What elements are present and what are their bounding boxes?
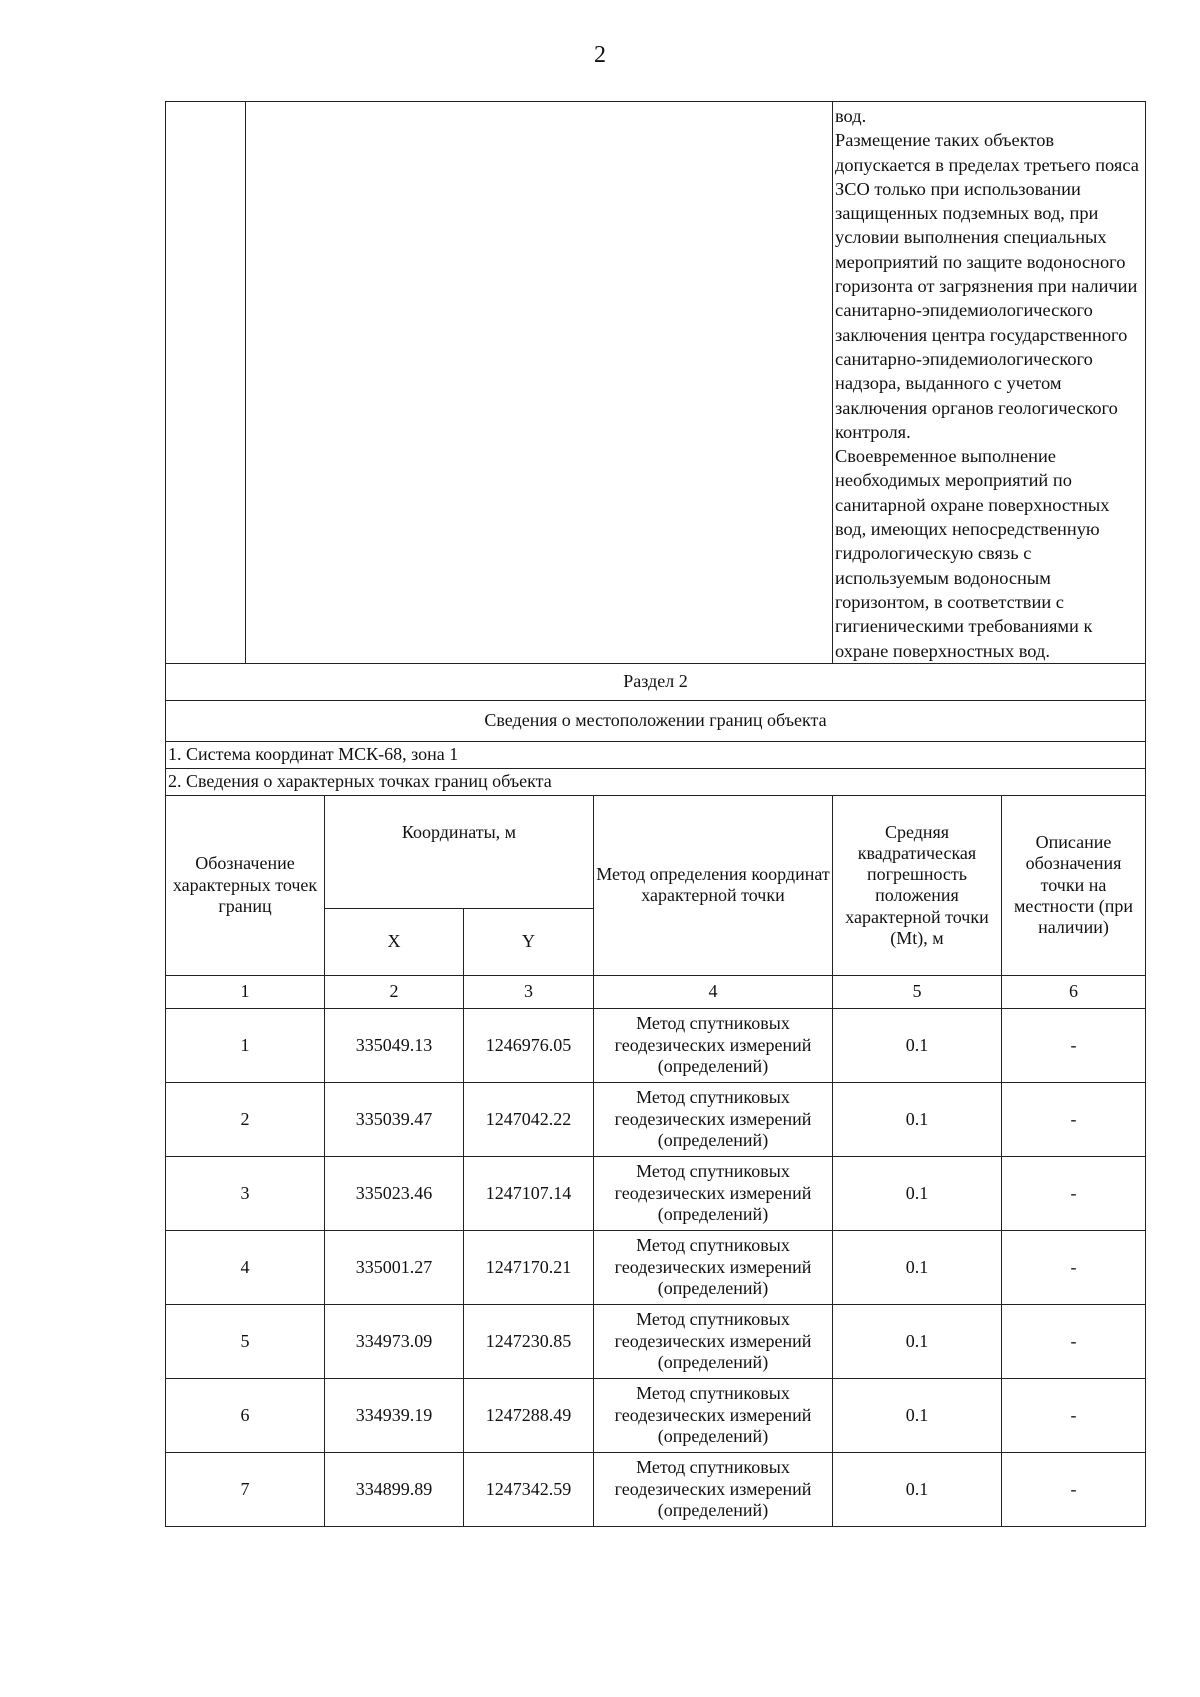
table-row <box>166 1008 1146 1082</box>
note-paragraph: Размещение таких объектов допускается в пределах третьего пояса ЗСО только при использовании защищенных подземных вод, при условии выполнения специальных мероприятий по защите водоносного горизонта от загрязнения при наличии санитарно-эпидемиологического заключения центра государственного санитарно-эпидемиологического надзора, выданного с учетом заключения органов геологического контроля. <box>835 130 1139 442</box>
column-number: 4 <box>594 975 833 1008</box>
method-line: (определений) <box>657 1277 769 1298</box>
point-id: 4 <box>166 1230 325 1304</box>
point-description: - <box>1002 1378 1146 1452</box>
header-description: Описание обозначения точки на местности (при наличии) <box>1002 795 1146 975</box>
point-id: 3 <box>166 1156 325 1230</box>
method-line: (определений) <box>657 1425 769 1446</box>
method-line: геодезических измерений <box>614 1034 812 1055</box>
table-row <box>166 1082 1146 1156</box>
point-description: - <box>1002 1082 1146 1156</box>
method-line: Метод спутниковых <box>636 1235 790 1256</box>
method-line: геодезических измерений <box>614 1330 812 1351</box>
point-method <box>594 1008 833 1082</box>
coordinate-system: 1. Система координат МСК-68, зона 1 <box>166 741 1146 768</box>
method-line: (определений) <box>657 1351 769 1372</box>
point-description: - <box>1002 1230 1146 1304</box>
point-x: 335001.27 <box>325 1230 464 1304</box>
point-x: 335023.46 <box>325 1156 464 1230</box>
table-row <box>166 1230 1146 1304</box>
point-y: 1247107.14 <box>464 1156 594 1230</box>
point-method <box>594 1378 833 1452</box>
table-row <box>166 1156 1146 1230</box>
note-paragraph: вод. <box>835 106 867 126</box>
table-row <box>166 1378 1146 1452</box>
section-heading: Сведения о местоположении границ объекта <box>166 700 1146 741</box>
column-number: 1 <box>166 975 325 1008</box>
point-mt: 0.1 <box>833 1452 1002 1526</box>
column-number: 5 <box>833 975 1002 1008</box>
points-info: 2. Сведения о характерных точках границ объекта <box>166 768 1146 795</box>
method-line: Метод спутниковых <box>636 1309 790 1330</box>
point-mt: 0.1 <box>833 1230 1002 1304</box>
point-y: 1247288.49 <box>464 1378 594 1452</box>
column-number: 2 <box>325 975 464 1008</box>
point-id: 7 <box>166 1452 325 1526</box>
method-line: Метод спутниковых <box>636 1457 790 1478</box>
column-numbers-row <box>166 975 1146 1008</box>
point-method <box>594 1156 833 1230</box>
header-error: Средняя квадратическая погрешность положения характерной точки (Mt), м <box>833 795 1002 975</box>
method-line: геодезических измерений <box>614 1108 812 1129</box>
point-x: 334973.09 <box>325 1304 464 1378</box>
point-y: 1247230.85 <box>464 1304 594 1378</box>
header-designation: Обозначение характерных точек границ <box>166 795 325 975</box>
header-y: Y <box>464 908 594 975</box>
point-y: 1247342.59 <box>464 1452 594 1526</box>
header-coordinates: Координаты, м <box>325 795 594 908</box>
point-mt: 0.1 <box>833 1304 1002 1378</box>
method-line: Метод спутниковых <box>636 1161 790 1182</box>
point-id: 6 <box>166 1378 325 1452</box>
notes-cell <box>833 102 1146 664</box>
point-mt: 0.1 <box>833 1008 1002 1082</box>
point-description: - <box>1002 1156 1146 1230</box>
section-title: Раздел 2 <box>166 663 1146 700</box>
point-x: 334899.89 <box>325 1452 464 1526</box>
column-number: 3 <box>464 975 594 1008</box>
point-mt: 0.1 <box>833 1082 1002 1156</box>
point-y: 1247170.21 <box>464 1230 594 1304</box>
point-method <box>594 1230 833 1304</box>
method-line: (определений) <box>657 1499 769 1520</box>
point-description: - <box>1002 1008 1146 1082</box>
note-paragraph: Своевременное выполнение необходимых мероприятий по санитарной охране поверхностных вод, имеющих непосредственную гидрологическую связь с используемым водоносным горизонтом, в соответствии с гигиеническими требованиями к охране поверхностных вод. <box>835 446 1110 661</box>
method-line: (определений) <box>657 1203 769 1224</box>
point-x: 334939.19 <box>325 1378 464 1452</box>
point-id: 5 <box>166 1304 325 1378</box>
point-description: - <box>1002 1304 1146 1378</box>
point-y: 1247042.22 <box>464 1082 594 1156</box>
point-mt: 0.1 <box>833 1378 1002 1452</box>
method-line: Метод спутниковых <box>636 1383 790 1404</box>
method-line: (определений) <box>657 1055 769 1076</box>
blank-cell-wide <box>246 102 833 664</box>
table-row <box>166 1304 1146 1378</box>
point-x: 335049.13 <box>325 1008 464 1082</box>
header-method: Метод определения координат характерной точки <box>594 795 833 975</box>
method-line: Метод спутниковых <box>636 1013 790 1034</box>
method-line: геодезических измерений <box>614 1404 812 1425</box>
point-x: 335039.47 <box>325 1082 464 1156</box>
point-method <box>594 1452 833 1526</box>
method-line: геодезических измерений <box>614 1182 812 1203</box>
point-method <box>594 1304 833 1378</box>
point-id: 2 <box>166 1082 325 1156</box>
method-line: (определений) <box>657 1129 769 1150</box>
point-mt: 0.1 <box>833 1156 1002 1230</box>
blank-cell-narrow <box>166 102 246 664</box>
header-x: X <box>325 908 464 975</box>
notes-row <box>166 102 1146 664</box>
point-id: 1 <box>166 1008 325 1082</box>
document-table <box>165 101 1146 1527</box>
page-number: 2 <box>594 42 606 68</box>
point-description: - <box>1002 1452 1146 1526</box>
point-method <box>594 1082 833 1156</box>
point-y: 1246976.05 <box>464 1008 594 1082</box>
column-number: 6 <box>1002 975 1146 1008</box>
method-line: геодезических измерений <box>614 1478 812 1499</box>
method-line: геодезических измерений <box>614 1256 812 1277</box>
method-line: Метод спутниковых <box>636 1087 790 1108</box>
table-row <box>166 1452 1146 1526</box>
